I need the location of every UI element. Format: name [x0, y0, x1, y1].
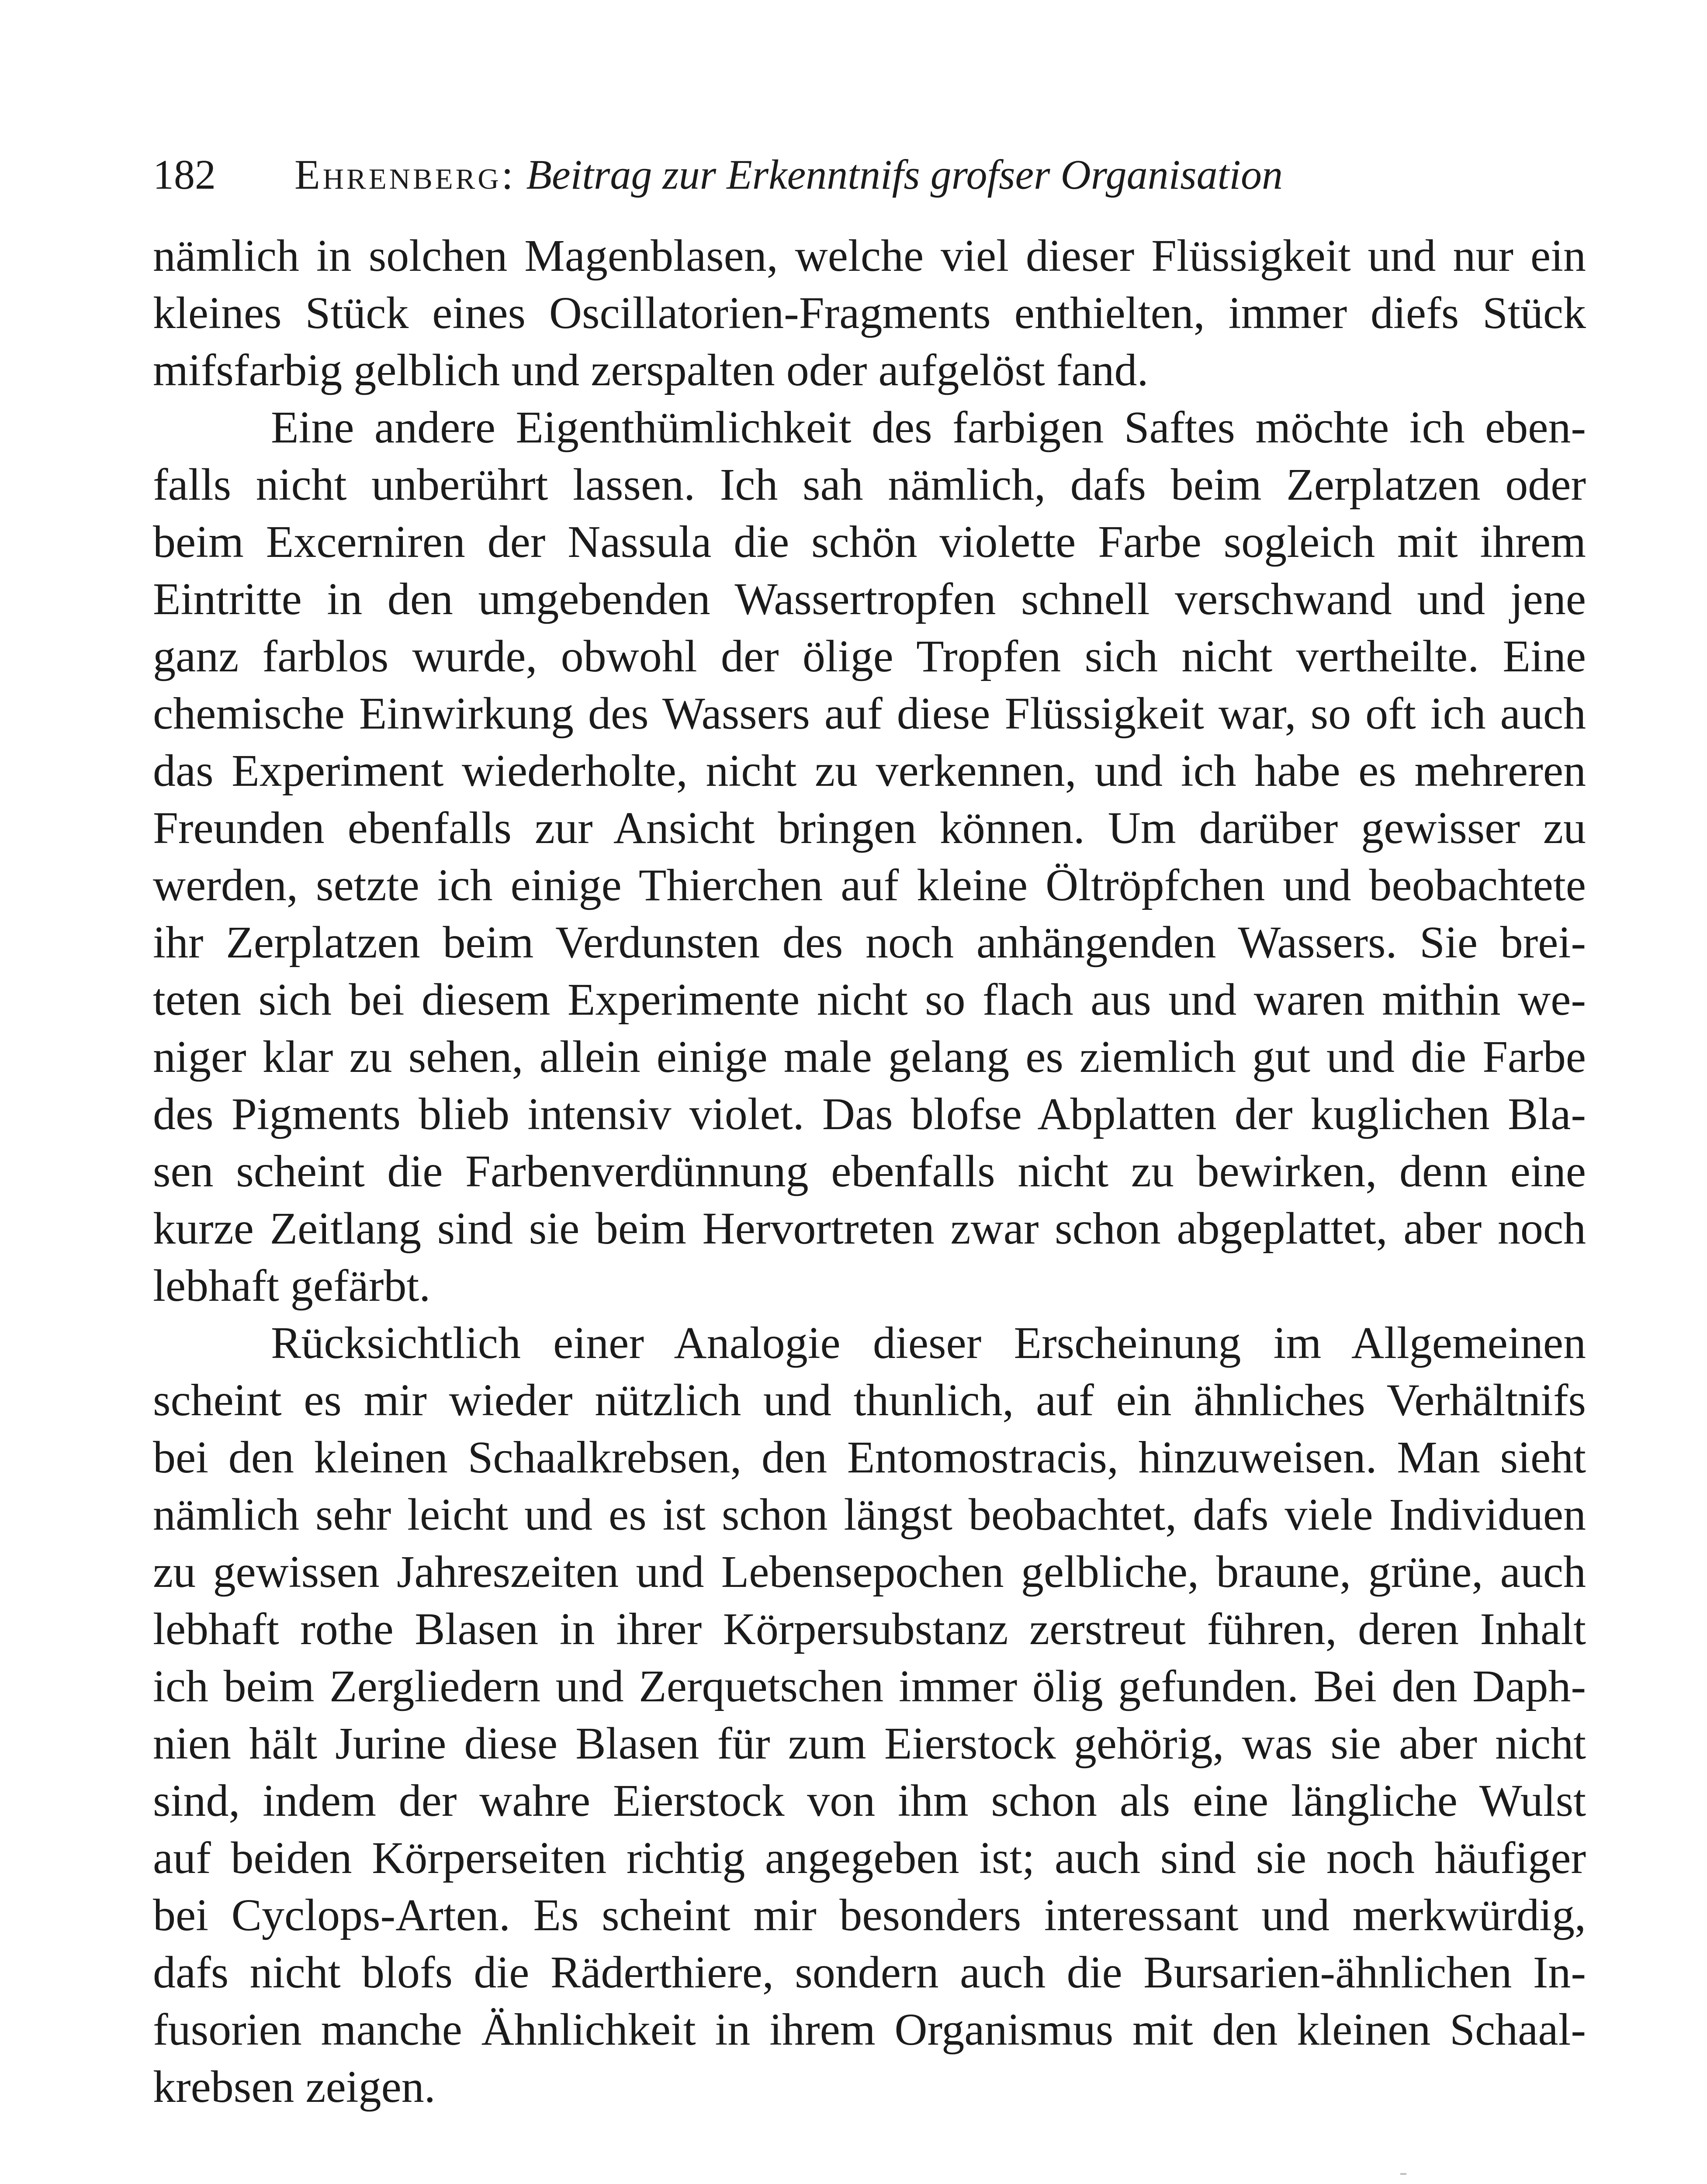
text-line: krebsen zeigen.	[153, 2062, 436, 2112]
text-line: beim Excerniren der Nassula die schön violette Farbe sogleich mit ihrem	[153, 517, 1586, 567]
text-line: fusorien manche Ähnlichkeit in ihrem Organismus mit den kleinen Schaal-	[153, 2004, 1586, 2055]
text-line: sind, indem der wahre Eierstock von ihm schon als eine längliche Wulst	[153, 1776, 1586, 1826]
text-line: ganz farblos wurde, obwohl der ölige Tropfen sich nicht vertheilte. Eine	[153, 631, 1586, 681]
text-line: bei den kleinen Schaalkrebsen, den Entomostracis, hinzuweisen. Man sieht	[153, 1432, 1586, 1482]
text-line: Eintritte in den umgebenden Wassertropfen schnell verschwand und jene	[153, 574, 1586, 624]
text-line: teten sich bei diesem Experimente nicht so flach aus und waren mithin we-	[153, 975, 1586, 1025]
text-line: Rücksichtlich einer Analogie dieser Erscheinung im Allgemeinen	[271, 1318, 1586, 1368]
text-line: ihr Zerplatzen beim Verdunsten des noch anhängenden Wassers. Sie brei-	[153, 917, 1586, 968]
text-line: Eine andere Eigenthümlichkeit des farbigen Saftes möchte ich eben-	[271, 402, 1586, 453]
text-line: lebhaft gefärbt.	[153, 1261, 431, 1311]
running-author: Ehrenberg:	[294, 151, 516, 198]
text-line: kurze Zeitlang sind sie beim Hervortreten zwar schon abgeplattet, aber noch	[153, 1203, 1586, 1254]
text-line: nämlich sehr leicht und es ist schon längst beobachtet, dafs viele Individuen	[153, 1489, 1586, 1540]
stray-mark	[1400, 2173, 1406, 2175]
text-line: nien hält Jurine diese Blasen für zum Eierstock gehörig, was sie aber nicht	[153, 1718, 1586, 1769]
running-header	[153, 144, 1586, 205]
text-line: des Pigments blieb intensiv violet. Das blofse Abplatten der kuglichen Bla-	[153, 1089, 1586, 1139]
text-line: bei Cyclops-Arten. Es scheint mir besonders interessant und merkwürdig,	[153, 1890, 1586, 1940]
text-line: lebhaft rothe Blasen in ihrer Körpersubstanz zerstreut führen, deren Inhalt	[153, 1604, 1586, 1654]
body-text	[153, 227, 1586, 2115]
text-line: chemische Einwirkung des Wassers auf diese Flüssigkeit war, so oft ich auch	[153, 688, 1586, 739]
page-number: 182	[153, 151, 216, 198]
text-line: falls nicht unberührt lassen. Ich sah nämlich, dafs beim Zerplatzen oder	[153, 460, 1586, 510]
text-line: mifsfarbig gelblich und zerspalten oder aufgelöst fand.	[153, 345, 1149, 395]
text-line: auf beiden Körperseiten richtig angegeben ist; auch sind sie noch häufiger	[153, 1833, 1586, 1883]
text-line: werden, setzte ich einige Thierchen auf kleine Öltröpfchen und beobachtete	[153, 860, 1586, 910]
text-line: scheint es mir wieder nützlich und thunlich, auf ein ähnliches Verhältnifs	[153, 1375, 1586, 1425]
text-line: kleines Stück eines Oscillatorien-Fragments enthielten, immer diefs Stück	[153, 288, 1586, 338]
text-line: nämlich in solchen Magenblasen, welche viel dieser Flüssigkeit und nur ein	[153, 231, 1586, 281]
text-line: dafs nicht blofs die Räderthiere, sondern auch die Bursarien-ähnlichen In-	[153, 1947, 1586, 1997]
running-title: Beitrag zur Erkenntnifs grofser Organisation	[526, 151, 1283, 198]
text-line: Freunden ebenfalls zur Ansicht bringen können. Um darüber gewisser zu	[153, 803, 1586, 853]
text-line: das Experiment wiederholte, nicht zu verkennen, und ich habe es mehreren	[153, 746, 1586, 796]
text-line: ich beim Zergliedern und Zerquetschen immer ölig gefunden. Bei den Daph-	[153, 1661, 1586, 1711]
text-line: zu gewissen Jahreszeiten und Lebensepochen gelbliche, braune, grüne, auch	[153, 1547, 1586, 1597]
text-line: niger klar zu sehen, allein einige male gelang es ziemlich gut und die Farbe	[153, 1032, 1586, 1082]
text-line: sen scheint die Farbenverdünnung ebenfalls nicht zu bewirken, denn eine	[153, 1146, 1586, 1196]
